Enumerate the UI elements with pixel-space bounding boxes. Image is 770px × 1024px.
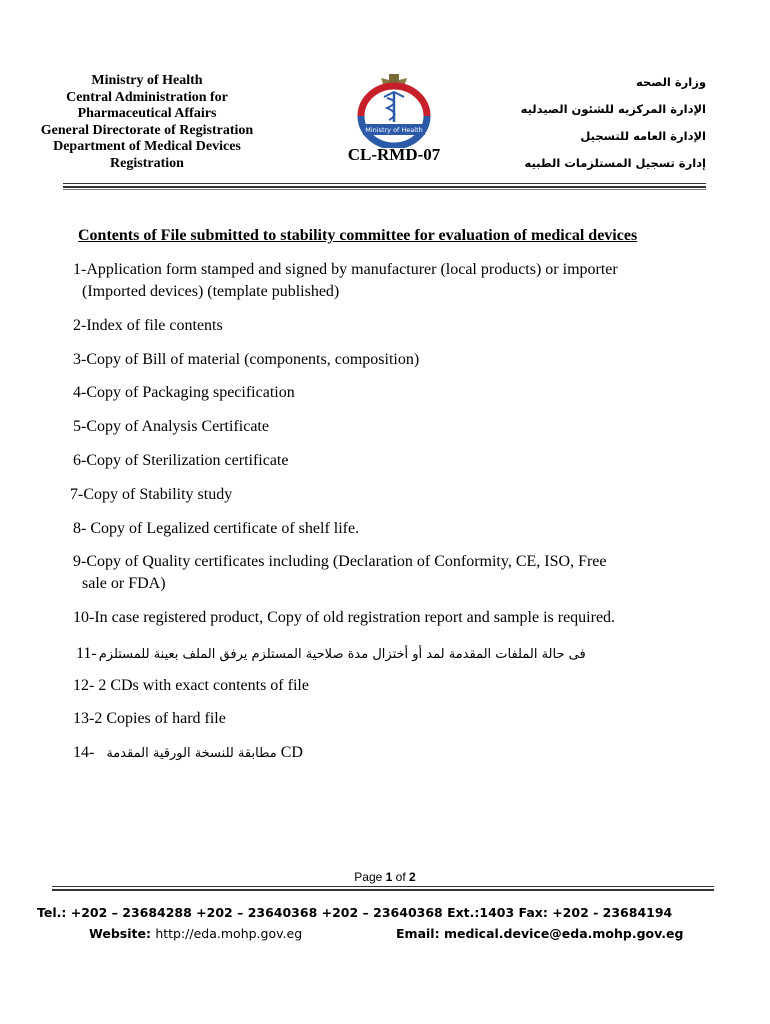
page-of: of: [395, 870, 406, 884]
footer-divider: [52, 886, 714, 891]
list-item-5: 5-Copy of Analysis Certificate: [73, 418, 269, 435]
website-label: Website:: [89, 926, 151, 941]
page-total: 2: [409, 870, 416, 884]
header-line-registration: Registration: [110, 155, 184, 171]
list-item-1-continued: (Imported devices) (template published): [82, 283, 340, 300]
page-current: 1: [385, 870, 393, 884]
header-english-block: [22, 73, 272, 172]
list-item-1: 1-Application form stamped and signed by manufacturer (local products) or importer: [73, 261, 618, 278]
list-item-9: 9-Copy of Quality certificates including (Declaration of Conformity, CE, ISO, Free: [73, 553, 607, 570]
list-item-9-continued: sale or FDA): [82, 575, 166, 592]
list-item-12: 12- 2 CDs with exact contents of file: [73, 677, 309, 694]
list-item-11: [76, 643, 586, 666]
header-line-ministry: Ministry of Health: [91, 73, 203, 88]
list-item-8: 8- Copy of Legalized certificate of shelf life.: [73, 520, 360, 537]
header-line-department: Department of Medical Devices: [53, 139, 241, 154]
header-divider: [63, 183, 706, 188]
list-item-14-text: مطابقة للنسخة الورقية المقدمة: [106, 746, 277, 761]
list-item-6: 6-Copy of Sterilization certificate: [73, 452, 289, 469]
header-line-central-admin: Central Administration for: [66, 89, 228, 105]
header-arabic-block: [446, 74, 706, 182]
header-line-pharma-affairs: Pharmaceutical Affairs: [77, 106, 217, 121]
list-item-2: 2-Index of file contents: [73, 317, 223, 334]
list-item-11-text: فى حالة الملفات المقدمة لمد أو أختزال مدة صلاحية المستلزم يرفق الملف بعينة للمستلزم: [98, 647, 586, 662]
document-code: CL-RMD-07: [347, 145, 441, 164]
website-link[interactable]: http://eda.mohp.gov.eg: [155, 926, 303, 941]
header-divider-thin: [63, 189, 706, 190]
caduceus-icon: [384, 92, 404, 122]
website-line: [89, 926, 302, 941]
email-label: Email:: [396, 926, 440, 941]
header-arabic-department: إدارة تسجيل المستلزمات الطبيه: [524, 156, 706, 170]
header-arabic-central-admin: الإدارة المركزيه للشئون الصيدليه: [520, 102, 706, 116]
contact-phone-fax: Tel.: +202 – 23684288 +202 – 23640368 +202 – 23640368 Ext.:1403 Fax: +202 - 23684194: [37, 905, 673, 920]
list-item-14: [73, 742, 303, 765]
header-arabic-ministry: وزارة الصحه: [636, 75, 706, 89]
header-arabic-directorate: الإدارة العامه للتسجيل: [580, 129, 706, 143]
list-item-14-suffix: CD: [280, 744, 303, 761]
logo-text: Ministry of Health: [365, 126, 423, 134]
list-item-10: 10-In case registered product, Copy of old registration report and sample is required.: [73, 609, 616, 626]
list-item-13: 13-2 Copies of hard file: [73, 710, 226, 727]
list-item-3: 3-Copy of Bill of material (components, composition): [73, 351, 420, 368]
page-number: [0, 870, 770, 884]
list-item-11-number: 11-: [76, 645, 97, 662]
header-line-directorate: General Directorate of Registration: [40, 122, 254, 138]
list-item-14-number: 14-: [73, 744, 95, 761]
list-item-4: 4-Copy of Packaging specification: [73, 384, 295, 401]
ministry-of-health-logo: [351, 72, 437, 148]
email-link[interactable]: medical.device@eda.mohp.gov.eg: [443, 926, 684, 941]
page-prefix: Page: [354, 870, 383, 884]
document-title: Contents of File submitted to stability committee for evaluation of medical devices: [78, 227, 638, 244]
list-item-7: 7-Copy of Stability study: [70, 486, 233, 503]
email-line: [396, 926, 683, 941]
